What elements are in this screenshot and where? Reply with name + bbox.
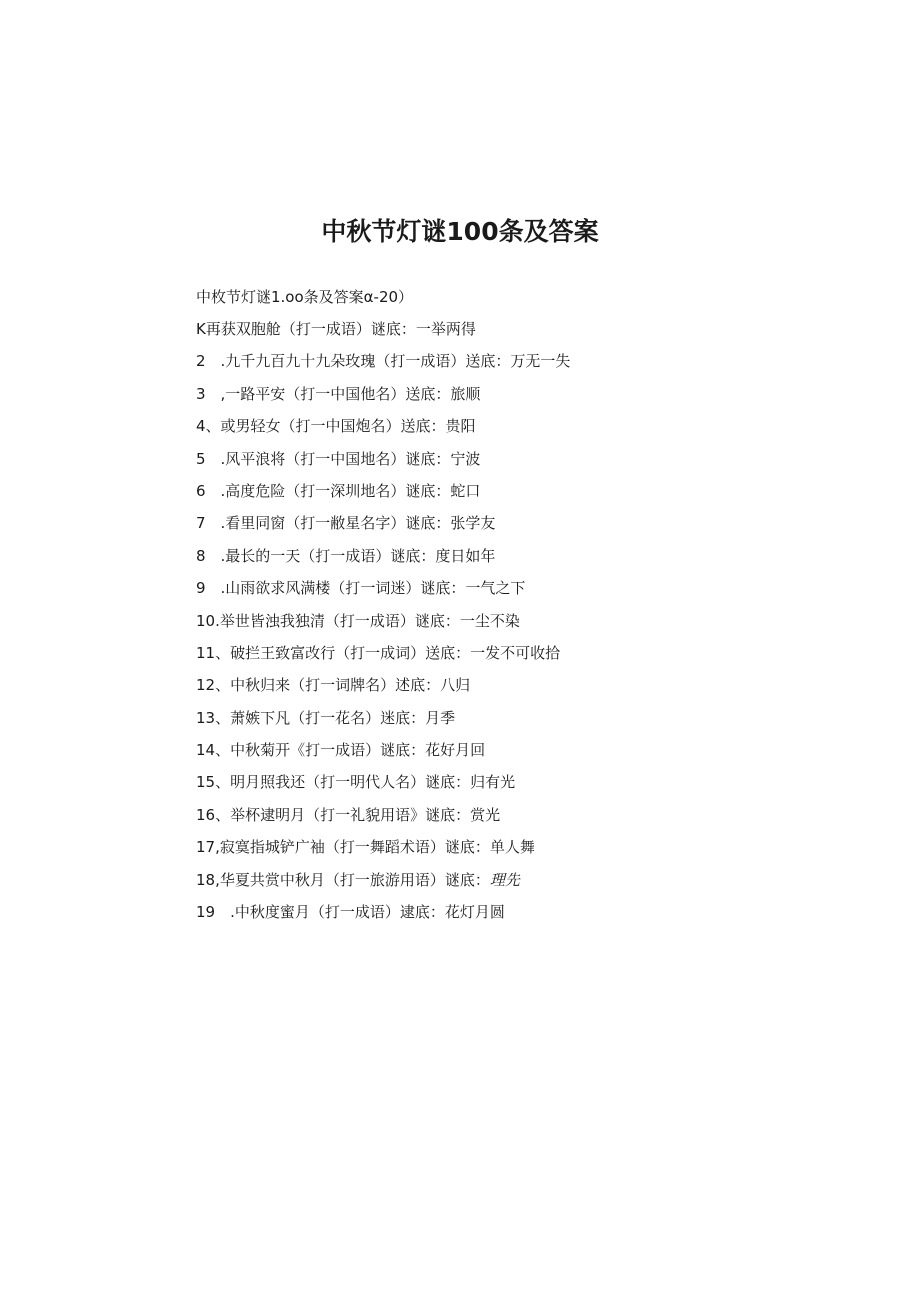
- riddle-item: [196, 674, 570, 706]
- riddle-text: 4、或男轻女（打一中国炮名）送底：贵阳: [196, 417, 476, 436]
- section-subtitle: 中枚节灯谜1.oo条及答案α-20）: [196, 288, 414, 306]
- riddle-item: [196, 901, 570, 933]
- riddle-text: 3 ,一路平安（打一中国他名）送底：旅顺: [196, 384, 481, 403]
- riddle-text: 17,寂寞指城铲广袖（打一舞蹈术语）谜底：单人舞: [196, 838, 535, 857]
- riddle-text: K再获双胞舱（打一成语）谜底：一举两得: [196, 320, 476, 338]
- riddle-item: [196, 383, 570, 415]
- page-title: 中秋节灯谜100条及答案: [321, 217, 599, 246]
- riddle-item: [196, 350, 570, 382]
- riddle-item: [196, 804, 570, 836]
- riddle-item: [196, 545, 570, 577]
- riddle-item: [196, 318, 570, 350]
- riddle-item: [196, 610, 570, 642]
- riddle-item: [196, 577, 570, 609]
- riddle-text: 8 .最长的一天（打一成语）谜底：度日如年: [196, 546, 496, 565]
- riddle-item: [196, 480, 570, 512]
- riddle-text: 10.举世皆浊我独清（打一成语）谜底：一尘不染: [196, 611, 520, 630]
- riddle-list: [196, 318, 570, 933]
- riddle-text: 15、明月照我还（打一明代人名）谜底：归有光: [196, 773, 516, 792]
- riddle-text: 19 .中秋度蜜月（打一成语）逮底：花灯月圆: [196, 903, 505, 922]
- riddle-text: 9 .山雨欲求风满楼（打一词迷）谜底：一气之下: [196, 579, 526, 598]
- riddle-text: 16、举杯逮明月（打一礼貌用语》谜底：赏光: [196, 805, 501, 824]
- riddle-item: [196, 869, 570, 901]
- riddle-text: 12、中秋归来（打一词牌名）述底：八归: [196, 676, 471, 695]
- riddle-item: [196, 512, 570, 544]
- riddle-item: [196, 771, 570, 803]
- riddle-item: [196, 448, 570, 480]
- riddle-text: 11、破拦王致富改行（打一成词）送底：一发不可收拾: [196, 643, 561, 662]
- riddle-text: 6 .高度危险（打一深圳地名）谜底：蛇口: [196, 481, 481, 500]
- riddle-item: [196, 707, 570, 739]
- riddle-text: 5 .风平浪将（打一中国地名）谜底：宁波: [196, 449, 481, 468]
- riddle-item: [196, 642, 570, 674]
- riddle-item: [196, 415, 570, 447]
- riddle-answer: 理先: [489, 870, 520, 889]
- riddle-item: [196, 739, 570, 771]
- riddle-text: 7 .看里同窗（打一敝星名字）谜底：张学友: [196, 514, 496, 533]
- riddle-text: 18,华夏共赏中秋月（打一旅游用语）谜底：: [196, 870, 490, 889]
- riddle-text: 2 .九千九百九十九朵玫瑰（打一成语）送底：万无一失: [196, 352, 571, 371]
- riddle-item: [196, 836, 570, 868]
- riddle-text: 14、中秋菊开《打一成语）谜底：花好月回: [196, 741, 486, 760]
- riddle-text: 13、萧嫉下凡（打一花名）迷底：月季: [196, 708, 456, 727]
